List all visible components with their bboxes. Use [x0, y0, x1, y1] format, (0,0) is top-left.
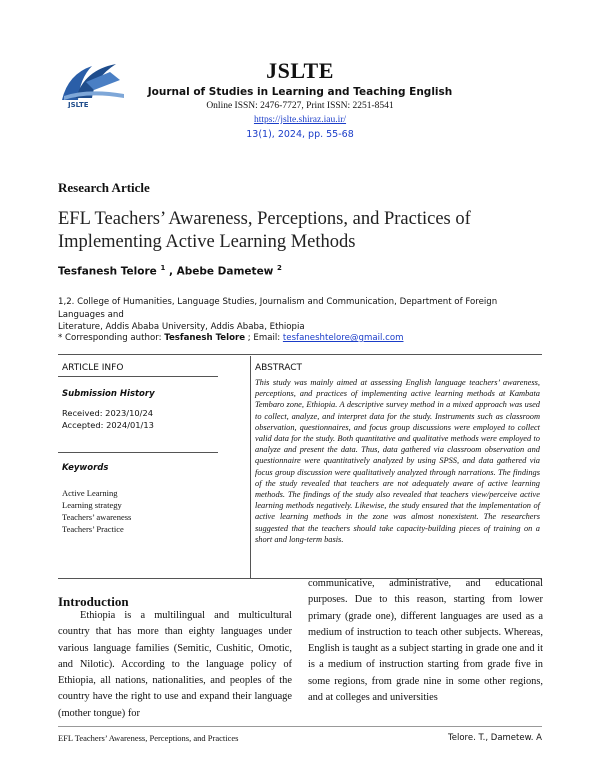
affiliation-line: Literature, Addis Ababa University, Addis Ababa, Ethiopia: [58, 322, 305, 332]
title-line-1: EFL Teachers’ Awareness, Perceptions, and Practices of: [58, 209, 471, 229]
article-info-heading: ARTICLE INFO: [62, 363, 124, 373]
corr-email-label: ; Email:: [247, 333, 283, 343]
journal-name: Journal of Studies in Learning and Teaching English: [147, 86, 453, 98]
keywords-heading: Keywords: [62, 463, 109, 473]
author-affil-marker: 2: [277, 264, 282, 272]
title-line-2: Implementing Active Learning Methods: [58, 232, 356, 252]
divider: [58, 452, 218, 453]
author-name: Abebe Dametew: [176, 265, 274, 278]
journal-url-link[interactable]: https://jslte.shiraz.iau.ir/: [253, 115, 347, 125]
corr-email-link[interactable]: tesfaneshtelore@gmail.com: [282, 333, 404, 343]
abstract-heading: ABSTRACT: [255, 363, 303, 373]
affiliation-line: 1,2. College of Humanities, Language Studies, Journalism and Communication, Department of Foreign Languages and: [58, 297, 498, 320]
corr-prefix: * Corresponding author:: [58, 333, 165, 343]
author-affil-marker: 1: [160, 264, 166, 272]
footer-divider: [58, 726, 542, 727]
divider: [58, 376, 218, 377]
keyword-item: Teachers’ awareness: [62, 512, 132, 522]
divider: [58, 354, 542, 355]
received-date: Received: 2023/10/24: [62, 408, 154, 418]
journal-acronym: JSLTE: [266, 58, 334, 83]
introduction-heading: Introduction: [58, 594, 129, 609]
abstract-text: This study was mainly aimed at assessing English language teachers’ awareness, perceptions, and practices of implementing active learning methods at Kambata Tembaro zone, Ethiopia. A descriptive survey method in a mixed approach was used to collect, analyze, and interpret data for the study. Instruments such as classroom observation, questionnaires, and focus group discussions were employed to collect valid data for the study. Both quantitative and qualitative methods were employed to analyze and present the data. Thus, data gathered via classroom observation and questionnaire were quantitatively analyzed by using SPSS, and data gathered via focus group discussion were qualitatively analyzed through narrations. The findings of the study revealed that teachers are not adequately aware of active learning methods. The findings of the study also revealed that teachers view/perceive active learning methods negatively. Likewise, the study ensured that the implementation of active learning methods in the zone was almost nonexistent. The researchers suggested that the teachers should take capacity-building pieces of training on a short and long-term basis.: [255, 378, 540, 544]
author-affiliation: [58, 296, 538, 334]
body-column-left: [58, 608, 292, 722]
article-title: [58, 208, 538, 254]
footer-authors: Telore. T., Dametew. A: [448, 733, 542, 743]
corresponding-author: [58, 333, 538, 343]
article-type: Research Article: [58, 180, 150, 195]
journal-issn: Online ISSN: 2476-7727, Print ISSN: 2251-8541: [206, 101, 394, 111]
author-separator: ,: [168, 265, 177, 278]
corr-name: Tesfanesh Telore: [164, 333, 246, 343]
keyword-item: Active Learning: [62, 488, 118, 498]
keyword-item: Teachers’ Practice: [62, 524, 124, 534]
jslte-logo-icon: [58, 60, 128, 108]
keyword-item: Learning strategy: [62, 500, 122, 510]
divider: [250, 356, 251, 578]
body-paragraph: Ethiopia is a multilingual and multicultural country that has more than eighty languages under various language families (Semitic, Cushitic, Omotic, and Nilotic). According to the language policy of Ethiopia, all nations, nationalities, and peoples of the country have the right to use and expand their language (mother tongue) for: [58, 610, 292, 719]
footer-running-title: EFL Teachers’ Awareness, Perceptions, and Practices: [58, 733, 239, 743]
submission-history-heading: Submission History: [62, 389, 155, 399]
accepted-date: Accepted: 2024/01/13: [62, 420, 154, 430]
author-list: [58, 264, 282, 278]
author-name: Tesfanesh Telore: [58, 265, 157, 278]
svg-text:JSLTE: JSLTE: [68, 101, 89, 108]
journal-volume: 13(1), 2024, pp. 55-68: [246, 129, 354, 140]
body-column-right: communicative, administrative, and educational purposes. Due to this reason, starting from lower primary (grade one), different languages are used as a medium of instruction to teach other subjects. Whereas, English is taught as a subject starting in grade one and it is a medium of instruction starting from grade five in some regions, from grade nine in some other regions, and at colleges and universities: [308, 578, 543, 704]
